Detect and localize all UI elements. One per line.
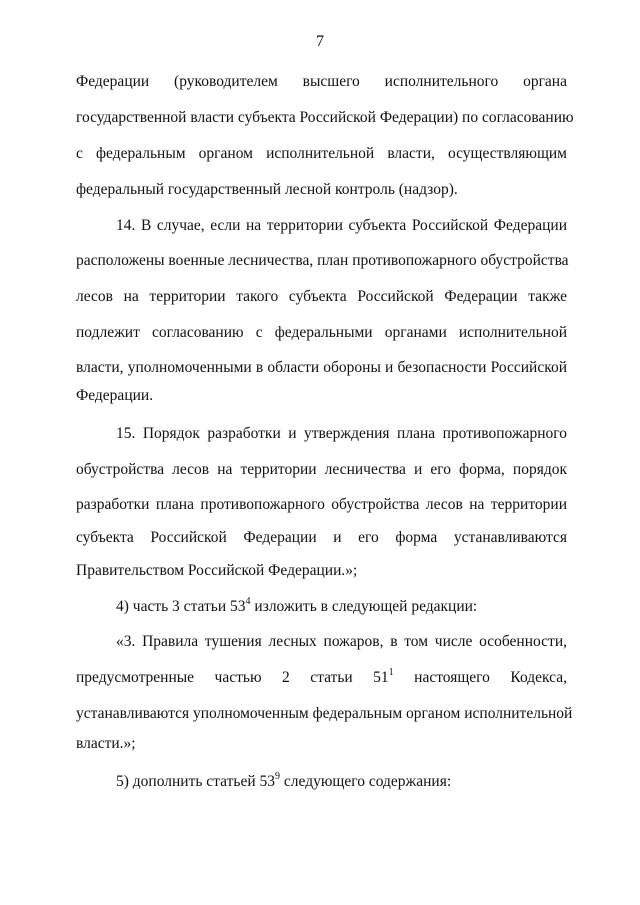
- text-line: разработки плана противопожарного обустройства лесов на территории: [76, 496, 567, 513]
- superscript: 1: [388, 667, 394, 678]
- text-fragment: следующего содержания:: [280, 773, 452, 790]
- text-fragment: 5) дополнить статьей 53: [116, 773, 276, 790]
- paragraph-15-start: 15. Порядок разработки и утверждения плана противопожарного: [116, 425, 567, 442]
- item-4-quote-line: [76, 667, 567, 689]
- text-line: власти.»;: [76, 735, 136, 752]
- text-line: обустройства лесов на территории лесничества и его форма, порядок: [76, 461, 567, 478]
- paragraph-14-start: 14. В случае, если на территории субъекта Российской Федерации: [116, 217, 567, 234]
- text-line: власти, уполномоченными в области обороны и безопасности Российской: [76, 359, 567, 376]
- text-fragment: настоящего Кодекса,: [393, 669, 567, 686]
- text-line: расположены военные лесничества, план противопожарного обустройства: [76, 252, 569, 269]
- text-line: подлежит согласованию с федеральными органами исполнительной: [76, 324, 567, 341]
- text-line: «3. Правила тушения лесных пожаров, в том числе особенности,: [116, 633, 567, 650]
- text-line: устанавливаются уполномоченным федеральным органом исполнительной: [76, 705, 573, 722]
- superscript: 9: [275, 771, 281, 782]
- page-number: 7: [316, 33, 324, 50]
- text-line: Федерации (руководителем высшего исполнительного органа: [76, 73, 567, 90]
- superscript: 4: [245, 596, 251, 607]
- text-fragment: предусмотренные частью 2 статьи 51: [76, 669, 389, 686]
- text-line: государственной власти субъекта Российской Федерации) по согласованию: [76, 109, 574, 126]
- text-line: Правительством Российской Федерации.»;: [76, 562, 358, 579]
- text-line: субъекта Российской Федерации и его форма устанавливаются: [76, 529, 567, 546]
- text-line: федеральный государственный лесной контроль (надзор).: [76, 181, 458, 198]
- text-line: с федеральным органом исполнительной власти, осуществляющим: [76, 145, 567, 162]
- item-5-line: [116, 771, 567, 793]
- item-4-line: [116, 596, 567, 618]
- text-line: Федерации.: [76, 387, 154, 404]
- text-fragment: 4) часть 3 статьи 53: [116, 598, 246, 615]
- text-fragment: изложить в следующей редакции:: [250, 598, 478, 615]
- text-line: лесов на территории такого субъекта Российской Федерации также: [76, 288, 567, 305]
